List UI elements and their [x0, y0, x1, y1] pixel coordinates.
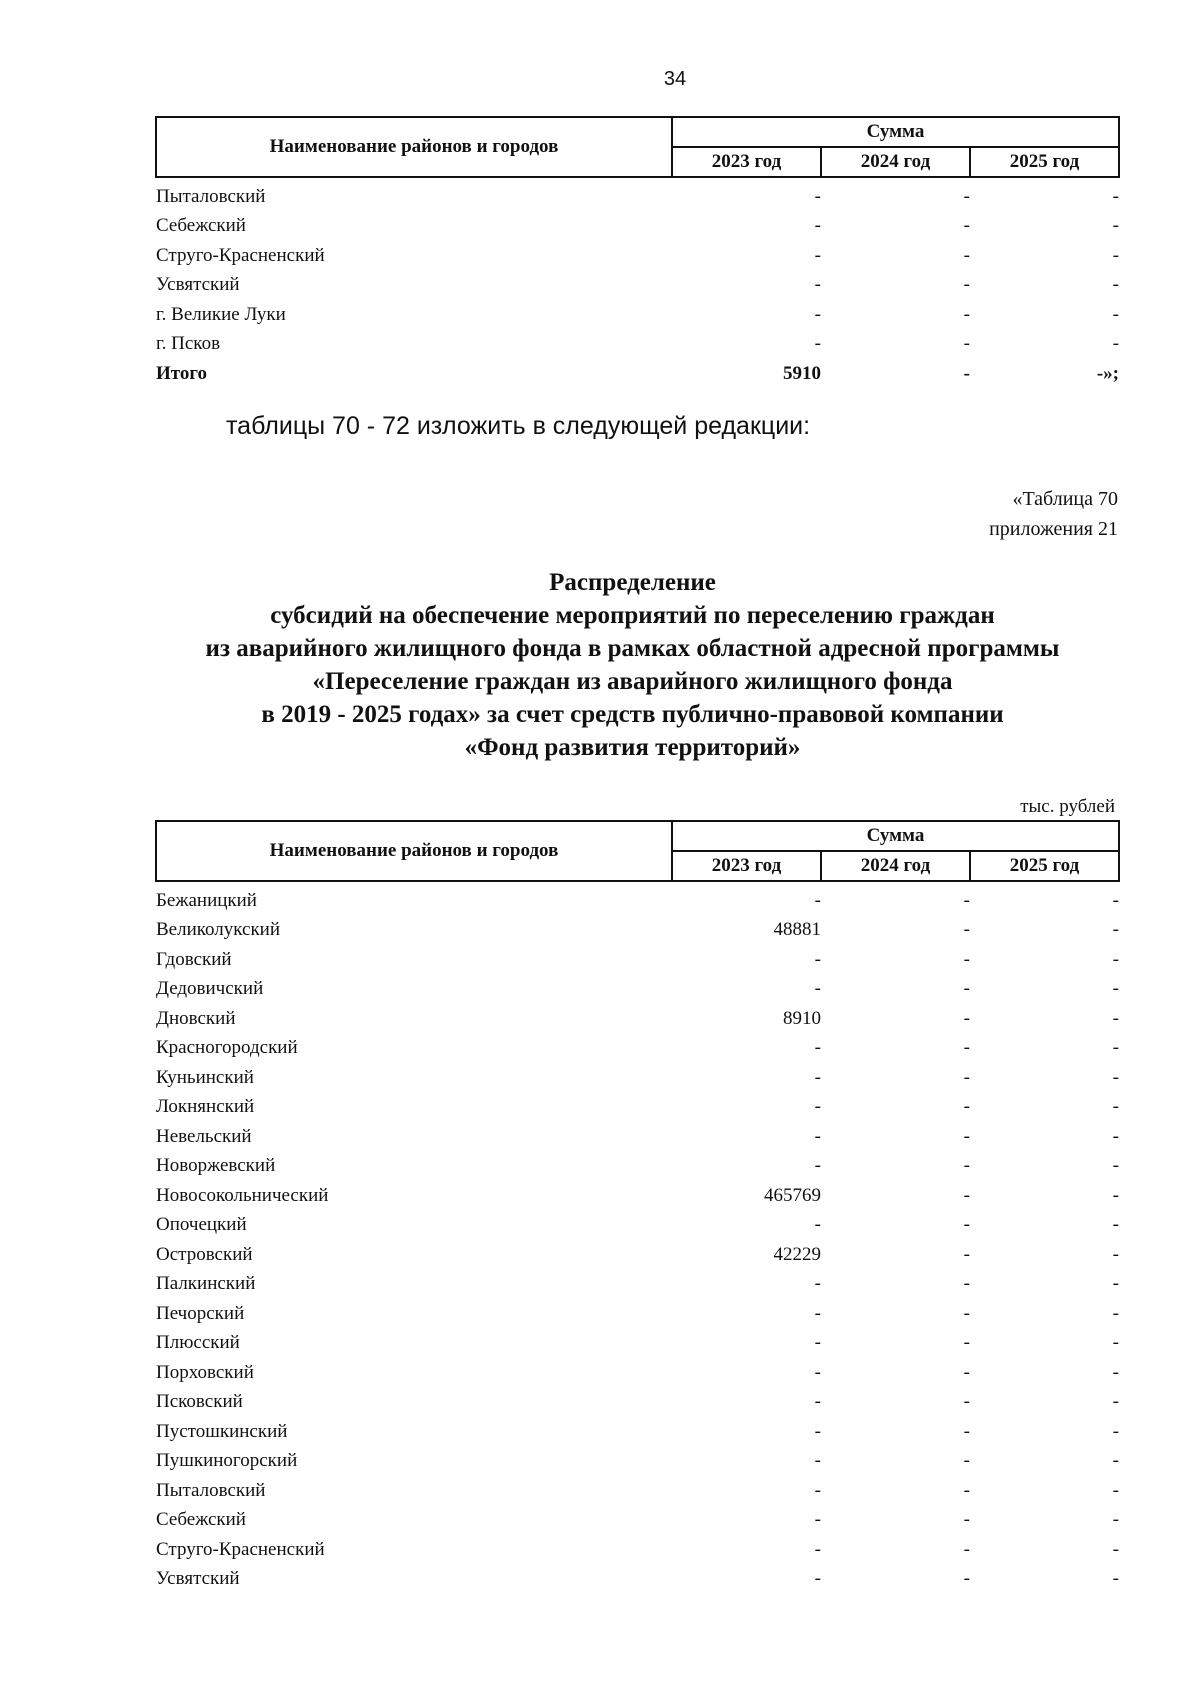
- value-2024: -: [963, 1332, 970, 1353]
- table-row: [156, 1561, 1119, 1591]
- table-row: [156, 1413, 1119, 1443]
- title-line: «Переселение граждан из аварийного жилищного фонда: [312, 668, 953, 695]
- value-2024: -: [963, 1568, 970, 1589]
- table-row: [156, 1000, 1119, 1030]
- row-name: Порховский: [156, 1361, 254, 1383]
- column-header-2025: 2025 год: [970, 147, 1119, 177]
- value-2025: -: [1112, 1479, 1119, 1501]
- value-2025: -: [1112, 185, 1119, 207]
- table-row: [156, 1118, 1119, 1148]
- value-2025: -: [1112, 274, 1119, 295]
- column-header-name: Наименование районов и городов: [156, 821, 672, 881]
- value-2025: -: [1112, 1302, 1119, 1324]
- value-2024: -: [963, 1538, 970, 1560]
- row-name: Печорский: [156, 1302, 245, 1324]
- value-2023: -: [814, 333, 821, 354]
- value-2023: -: [814, 1568, 821, 1589]
- value-2023: 8910: [783, 1007, 821, 1029]
- row-name: Себежский: [156, 215, 246, 236]
- value-2024: -: [963, 274, 970, 295]
- value-2024: -: [963, 1184, 970, 1206]
- row-name: Усвятский: [156, 274, 240, 295]
- table-row: [156, 208, 1119, 238]
- row-name: Пушкиногорский: [156, 1450, 298, 1471]
- row-name: Пустошкинский: [156, 1420, 288, 1442]
- column-header-2023: 2023 год: [672, 147, 821, 177]
- value-2024: -: [963, 185, 970, 207]
- table-row: [156, 971, 1119, 1001]
- value-2024: -: [963, 1243, 970, 1265]
- title-line: в 2019 - 2025 годах» за счет средств публично-правовой компании: [261, 701, 1004, 728]
- value-2025: -: [1112, 1509, 1119, 1530]
- table-row: [156, 1148, 1119, 1178]
- table-row: [156, 237, 1119, 267]
- row-name: Дедовичский: [156, 978, 264, 999]
- value-2025: -: [1112, 948, 1119, 970]
- column-header-sum: Сумма: [672, 821, 1119, 851]
- row-name: Палкинский: [156, 1273, 256, 1294]
- table-row: [156, 326, 1119, 356]
- value-2025: -: [1112, 1096, 1119, 1117]
- table-row: [156, 296, 1119, 326]
- value-2023: -: [814, 889, 821, 911]
- value-2024: -: [963, 1391, 970, 1412]
- value-2023: -: [814, 1538, 821, 1560]
- table-row: [156, 1207, 1119, 1237]
- value-2023: -: [814, 244, 821, 266]
- value-2025: -: [1112, 1007, 1119, 1029]
- value-2024: -: [963, 1066, 970, 1088]
- value-2023: -: [814, 1155, 821, 1176]
- value-2025: -: [1112, 978, 1119, 999]
- value-2023: -: [814, 1037, 821, 1058]
- value-2025: -: [1112, 215, 1119, 236]
- value-2024: -: [963, 1125, 970, 1147]
- value-2023: -: [814, 1273, 821, 1294]
- value-2024: -: [963, 1037, 970, 1058]
- value-2024: -: [963, 919, 970, 940]
- value-2025: -: [1112, 1066, 1119, 1088]
- table-row: [156, 1325, 1119, 1355]
- table-row: [156, 912, 1119, 942]
- value-2024: -: [963, 1155, 970, 1176]
- column-header-2025: 2025 год: [970, 851, 1119, 881]
- value-2023: 465769: [764, 1184, 821, 1206]
- table-row: [156, 355, 1119, 385]
- value-2024: -: [963, 1479, 970, 1501]
- value-2023: -: [814, 1214, 821, 1235]
- value-2023: -: [814, 1450, 821, 1471]
- row-name: Струго-Красненский: [156, 244, 325, 266]
- value-2025: -: [1112, 1125, 1119, 1147]
- table-row: [156, 1059, 1119, 1089]
- row-name: Локнянский: [156, 1096, 255, 1117]
- value-2023: -: [814, 185, 821, 207]
- value-2025: -: [1112, 333, 1119, 354]
- value-2023: -: [814, 1332, 821, 1353]
- table-row: [156, 1443, 1119, 1473]
- table-row: [156, 267, 1119, 297]
- value-2023: -: [814, 1066, 821, 1088]
- table-row: [156, 1266, 1119, 1296]
- table-reference: [989, 484, 1118, 544]
- column-header-sum: Сумма: [672, 117, 1119, 147]
- value-2024: -: [963, 978, 970, 999]
- row-name: Гдовский: [156, 948, 232, 970]
- document-title: [140, 566, 1125, 764]
- row-name: Пыталовский: [156, 1479, 266, 1501]
- value-2025: -: [1112, 1450, 1119, 1471]
- row-name: г. Псков: [156, 333, 221, 354]
- table-row: [156, 1384, 1119, 1414]
- value-2024: -: [963, 948, 970, 970]
- value-2024: -: [963, 1361, 970, 1383]
- row-name: Струго-Красненский: [156, 1538, 325, 1560]
- value-2023: -: [814, 303, 821, 325]
- value-2025: -: [1112, 889, 1119, 911]
- table-reference-number: «Таблица 70: [1012, 488, 1118, 510]
- value-2025: -: [1112, 1361, 1119, 1383]
- value-2025: -: [1112, 1391, 1119, 1412]
- row-name: Пыталовский: [156, 185, 266, 207]
- continued-table: [155, 116, 1120, 385]
- value-2024: -: [963, 244, 970, 266]
- table-row: [156, 1531, 1119, 1561]
- value-2024: -: [963, 215, 970, 236]
- units-label: тыс. рублей: [1020, 796, 1115, 817]
- value-2023: -: [814, 948, 821, 970]
- row-name: Псковский: [156, 1391, 243, 1412]
- row-name: Плюсский: [156, 1332, 240, 1353]
- value-2025: -: [1112, 1155, 1119, 1176]
- value-2024: -: [963, 1273, 970, 1294]
- table-row: [156, 1177, 1119, 1207]
- table-row: [156, 1089, 1119, 1119]
- value-2023: -: [814, 1125, 821, 1147]
- value-2023: 5910: [783, 362, 821, 384]
- table-row: [156, 1472, 1119, 1502]
- title-line: «Фонд развития территорий»: [464, 734, 801, 761]
- value-2025: -: [1112, 1420, 1119, 1442]
- value-2023: -: [814, 274, 821, 295]
- table-row: [156, 177, 1119, 208]
- value-2024: -: [963, 1214, 970, 1235]
- row-name: Дновский: [156, 1007, 236, 1029]
- value-2025: -: [1112, 919, 1119, 940]
- value-2025: -: [1112, 1273, 1119, 1294]
- value-2023: -: [814, 1361, 821, 1383]
- table-reference-appendix: приложения 21: [989, 518, 1118, 540]
- value-2023: -: [814, 1096, 821, 1117]
- value-2023: 48881: [773, 919, 821, 940]
- value-2025: -»;: [1096, 362, 1119, 384]
- value-2025: -: [1112, 1037, 1119, 1058]
- continued-table-grid: [155, 116, 1120, 385]
- value-2025: -: [1112, 1243, 1119, 1265]
- value-2023: -: [814, 1302, 821, 1324]
- value-2025: -: [1112, 1568, 1119, 1589]
- value-2025: -: [1112, 1214, 1119, 1235]
- instruction-text: таблицы 70 - 72 изложить в следующей редакции:: [226, 412, 811, 440]
- row-name: Итого: [156, 362, 208, 384]
- value-2023: 42229: [773, 1243, 821, 1265]
- page-number: 34: [663, 68, 687, 90]
- value-2024: -: [963, 1450, 970, 1471]
- continued-table-body: [156, 177, 1119, 385]
- distribution-table-body: [156, 881, 1119, 1590]
- row-name: Куньинский: [156, 1066, 254, 1088]
- value-2024: -: [963, 889, 970, 911]
- table-row: [156, 1354, 1119, 1384]
- value-2024: -: [963, 333, 970, 354]
- row-name: Бежаницкий: [156, 889, 257, 911]
- row-name: Красногородский: [156, 1037, 298, 1058]
- value-2024: -: [963, 1096, 970, 1117]
- row-name: Новоржевский: [156, 1155, 276, 1176]
- row-name: г. Великие Луки: [156, 303, 286, 325]
- value-2024: -: [963, 362, 970, 384]
- value-2024: -: [963, 1302, 970, 1324]
- value-2025: -: [1112, 244, 1119, 266]
- value-2025: -: [1112, 303, 1119, 325]
- value-2023: -: [814, 215, 821, 236]
- value-2024: -: [963, 1420, 970, 1442]
- value-2025: -: [1112, 1184, 1119, 1206]
- table-row: [156, 1295, 1119, 1325]
- table-row: [156, 1030, 1119, 1060]
- value-2024: -: [963, 1007, 970, 1029]
- column-header-2024: 2024 год: [821, 851, 970, 881]
- value-2023: -: [814, 978, 821, 999]
- row-name: Опочецкий: [156, 1214, 247, 1235]
- table-row: [156, 1236, 1119, 1266]
- table-row: [156, 881, 1119, 912]
- value-2024: -: [963, 303, 970, 325]
- value-2023: -: [814, 1420, 821, 1442]
- title-line: из аварийного жилищного фонда в рамках областной адресной программы: [205, 635, 1060, 662]
- value-2023: -: [814, 1391, 821, 1412]
- row-name: Островский: [156, 1243, 253, 1265]
- distribution-table-grid: [155, 820, 1120, 1590]
- row-name: Невельский: [156, 1125, 252, 1147]
- column-header-2024: 2024 год: [821, 147, 970, 177]
- row-name: Себежский: [156, 1509, 246, 1530]
- distribution-table: [155, 820, 1120, 1590]
- column-header-name: Наименование районов и городов: [156, 117, 672, 177]
- value-2025: -: [1112, 1538, 1119, 1560]
- table-row: [156, 941, 1119, 971]
- row-name: Новосокольнический: [156, 1184, 329, 1206]
- column-header-2023: 2023 год: [672, 851, 821, 881]
- value-2023: -: [814, 1509, 821, 1530]
- table-row: [156, 1502, 1119, 1532]
- value-2025: -: [1112, 1332, 1119, 1353]
- value-2023: -: [814, 1479, 821, 1501]
- row-name: Усвятский: [156, 1568, 240, 1589]
- title-line: субсидий на обеспечение мероприятий по переселению граждан: [270, 602, 995, 629]
- value-2024: -: [963, 1509, 970, 1530]
- row-name: Великолукский: [156, 919, 281, 940]
- title-line: Распределение: [549, 569, 716, 596]
